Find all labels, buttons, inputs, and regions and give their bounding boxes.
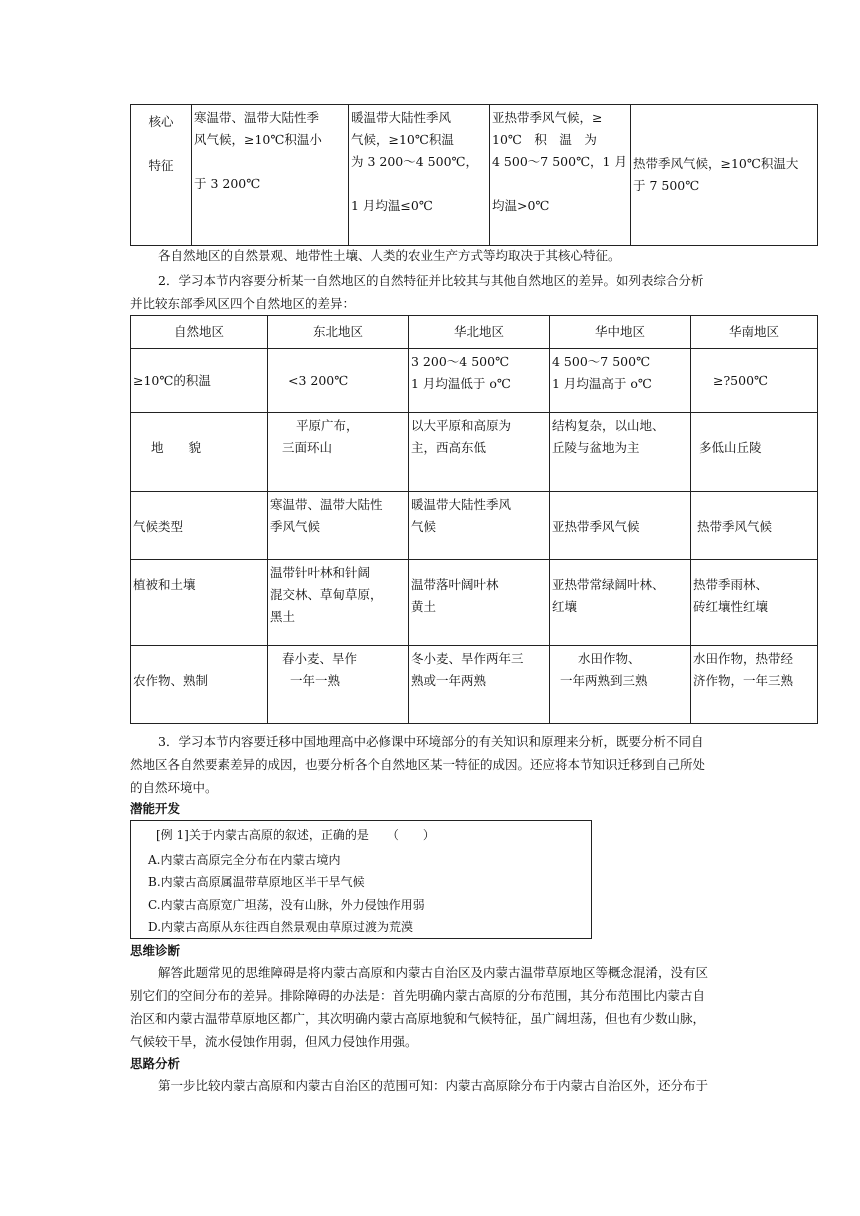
cell-line: 春小麦、旱作 xyxy=(282,651,358,666)
table-row xyxy=(131,492,818,560)
option-b: B.内蒙古高原属温带草原地区半干旱气候 xyxy=(148,875,365,889)
region-comparison-table xyxy=(130,315,818,724)
cell-text: ≥?500℃ xyxy=(713,372,769,388)
core-feature-south xyxy=(631,105,818,246)
cell-text: 亚热带季风气候 xyxy=(552,519,640,534)
cell-line: 丘陵与盆地为主 xyxy=(552,440,640,455)
diagnosis-line: 治区和内蒙古温带草原地区都广，其次明确内蒙古高原地貌和气候特征，虽广阔坦荡，但也有少数山脉， xyxy=(130,1011,706,1026)
cell-line: 气候，≥10℃积温 xyxy=(351,132,454,147)
cell-line: 风气候，≥10℃积温小 xyxy=(194,132,322,147)
cell-line: 冬小麦、旱作两年三 xyxy=(411,651,524,666)
core-feature-central xyxy=(490,105,631,246)
header-cell: 华北地区 xyxy=(409,316,550,349)
row-label: 植被和土壤 xyxy=(133,577,196,592)
heading-analysis: 思路分析 xyxy=(130,1056,181,1071)
core-feature-northeast xyxy=(192,105,349,246)
cell-text: <3 200℃ xyxy=(288,372,349,388)
cell-line: 一年一熟 xyxy=(290,673,341,688)
cell-line: 季风气候 xyxy=(270,519,321,534)
cell-line: 4 500～7 500℃ xyxy=(552,354,651,369)
diagnosis-line: 解答此题常见的思维障碍是将内蒙古高原和内蒙古自治区及内蒙古温带草原地区等概念混淆，没有区 xyxy=(158,965,709,980)
cell-line: 平原广布， xyxy=(296,418,359,433)
paragraph-3-line2: 然地区各自然要素差异的成因，也要分析各个自然地区某一特征的成因。还应将本节知识迁移到自己所处 xyxy=(130,757,706,772)
cell-line: 济作物，一年三熟 xyxy=(693,673,794,688)
cell-line: 黄土 xyxy=(411,599,437,614)
cell-line: 3 200～4 500℃ xyxy=(411,354,510,369)
cell-line: 水田作物，热带经 xyxy=(693,651,794,666)
core-label-line1: 核心 xyxy=(148,114,174,129)
cell-line: 一年两熟到三熟 xyxy=(560,673,648,688)
cell-line: 热带季风气候，≥10℃积温大 xyxy=(633,156,799,171)
cell-line: 寒温带、温带大陆性 xyxy=(270,497,383,512)
paragraph-3-line1: 3．学习本节内容要迁移中国地理高中必修课中环境部分的有关知识和原理来分析，既要分析不同自 xyxy=(158,734,704,749)
diagnosis-line: 气候较干旱，流水侵蚀作用弱，但风力侵蚀作用强。 xyxy=(130,1034,418,1049)
cell-line: 熟或一年两熟 xyxy=(411,673,487,688)
header-cell: 华南地区 xyxy=(691,316,818,349)
header-cell: 华中地区 xyxy=(550,316,691,349)
cell-line: 寒温带、温带大陆性季 xyxy=(194,110,320,125)
cell-line: 气候 xyxy=(411,519,437,534)
cell-line: 1 月均温低于 o℃ xyxy=(411,376,511,391)
cell-line: 亚热带常绿阔叶林、 xyxy=(552,577,665,592)
cell-line: 于 3 200℃ xyxy=(194,176,261,191)
row-label: ≥10℃的积温 xyxy=(133,372,211,388)
heading-potential: 潜能开发 xyxy=(130,801,181,816)
paragraph-2-line1: 2．学习本节内容要分析某一自然地区的自然特征并比较其与其他自然地区的差异。如列表综合分析 xyxy=(158,273,704,288)
cell-line: 4 500～7 500℃，1 月 xyxy=(492,154,627,169)
cell-line: 于 7 500℃ xyxy=(633,178,700,193)
core-feature-table xyxy=(130,104,818,246)
option-c: C.内蒙古高原宽广坦荡，没有山脉，外力侵蚀作用弱 xyxy=(148,898,425,912)
table-row xyxy=(131,646,818,724)
cell-line: 混交林、草甸草原， xyxy=(270,587,383,602)
cell-line: 1 月均温≤0℃ xyxy=(351,198,433,213)
paragraph-2-line2: 并比较东部季风区四个自然地区的差异： xyxy=(130,296,356,311)
cell-line: 砖红壤性红壤 xyxy=(693,599,769,614)
cell-line: 黑土 xyxy=(270,609,296,624)
table-row xyxy=(131,349,818,413)
cell-line: 暖温带大陆性季风 xyxy=(351,110,452,125)
core-feature-label-cell xyxy=(131,105,192,246)
cell-line: 温带针叶林和针阔 xyxy=(270,565,371,580)
cell-line: 以大平原和高原为 xyxy=(411,418,512,433)
table-row xyxy=(131,413,818,492)
example-question: [例 1]关于内蒙古高原的叙述，正确的是 （ ） xyxy=(156,828,435,842)
row-label: 地 貌 xyxy=(151,440,202,455)
cell-text: 热带季风气候 xyxy=(697,519,773,534)
cell-line: 红壤 xyxy=(552,599,578,614)
cell-line: 1 月均温高于 o℃ xyxy=(552,376,652,391)
table-row xyxy=(131,560,818,646)
cell-line: 暖温带大陆性季风 xyxy=(411,497,512,512)
analysis-line: 第一步比较内蒙古高原和内蒙古自治区的范围可知：内蒙古高原除分布于内蒙古自治区外，还分布于 xyxy=(158,1078,709,1093)
cell-text: 多低山丘陵 xyxy=(699,440,762,455)
cell-line: 亚热带季风气候，≥ xyxy=(492,110,603,125)
core-label-line2: 特征 xyxy=(148,158,174,173)
cell-line: 热带季雨林、 xyxy=(693,577,769,592)
option-d: D.内蒙古高原从东往西自然景观由草原过渡为荒漠 xyxy=(148,920,414,934)
cell-line: 温带落叶阔叶林 xyxy=(411,577,499,592)
paragraph-1: 各自然地区的自然景观、地带性土壤、人类的农业生产方式等均取决于其核心特征。 xyxy=(158,248,621,263)
cell-line: 为 3 200～4 500℃， xyxy=(351,154,479,169)
cell-line: 10℃ 积 温 为 xyxy=(492,132,597,147)
header-cell: 自然地区 xyxy=(131,316,268,349)
row-label: 农作物、熟制 xyxy=(133,673,209,688)
table-header-row xyxy=(131,316,818,349)
cell-line: 三面环山 xyxy=(282,440,333,455)
option-a: A.内蒙古高原完全分布在内蒙古境内 xyxy=(148,853,341,867)
header-cell: 东北地区 xyxy=(268,316,409,349)
cell-line: 水田作物、 xyxy=(578,651,641,666)
cell-line: 均温>0℃ xyxy=(492,198,550,213)
heading-diagnosis: 思维诊断 xyxy=(130,943,181,958)
core-feature-north xyxy=(349,105,490,246)
cell-line: 主，西高东低 xyxy=(411,440,487,455)
paragraph-3-line3: 的自然环境中。 xyxy=(130,780,218,795)
row-label: 气候类型 xyxy=(133,519,184,534)
diagnosis-line: 别它们的空间分布的差异。排除障碍的办法是：首先明确内蒙古高原的分布范围，其分布范围比内蒙古自 xyxy=(130,988,706,1003)
cell-line: 结构复杂，以山地、 xyxy=(552,418,665,433)
